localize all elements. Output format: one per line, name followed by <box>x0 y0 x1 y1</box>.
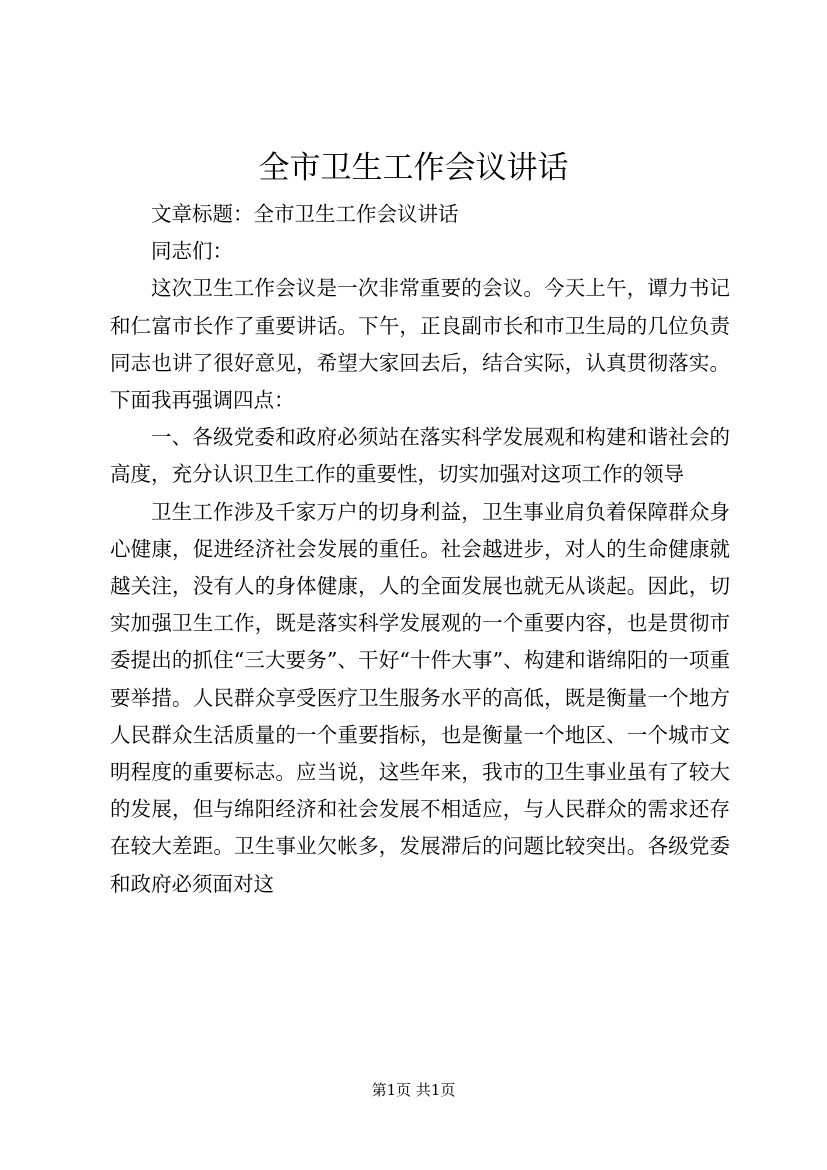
section-heading-1: 一、各级党委和政府必须站在落实科学发展观和构建和谐社会的高度，充分认识卫生工作的重要性，切实加强对这项工作的领导 <box>110 425 730 487</box>
document-title: 全市卫生工作会议讲话 <box>258 150 569 186</box>
salutation: 同志们： <box>151 239 233 264</box>
document-body <box>110 196 730 903</box>
paragraph-intro: 这次卫生工作会议是一次非常重要的会议。今天上午，谭力书记和仁富市长作了重要讲话。下午，正良副市长和市卫生局的几位负责同志也讲了很好意见，希望大家回去后，结合实际，认真贯彻落实。下面我再强调四点： <box>110 276 730 413</box>
article-title-line: 文章标题：全市卫生工作会议讲话 <box>151 202 459 226</box>
paragraph-body-1: 卫生工作涉及千家万户的切身利益，卫生事业肩负着保障群众身心健康，促进经济社会发展的重任。社会越进步，对人的生命健康就越关注，没有人的身体健康，人的全面发展也就无从谈起。因此，切实加强卫生工作，既是落实科学发展观的一个重要内容，也是贯彻市委提出的抓住“三大要务”、干好“十件大事”、构建和谐绵阳的一项重要举措。人民群众享受医疗卫生服务水平的高低，既是衡量一个地方人民群众生活质量的一个重要指标，也是衡量一个地区、一个城市文明程度的重要标志。应当说，这些年来，我市的卫生事业虽有了较大的发展，但与绵阳经济和社会发展不相适应，与人民群众的需求还存在较大差距。卫生事业欠帐多，发展滞后的问题比较突出。各级党委和政府必须面对这 <box>110 499 730 896</box>
page-footer: 第1页 共1页 <box>371 1081 456 1099</box>
